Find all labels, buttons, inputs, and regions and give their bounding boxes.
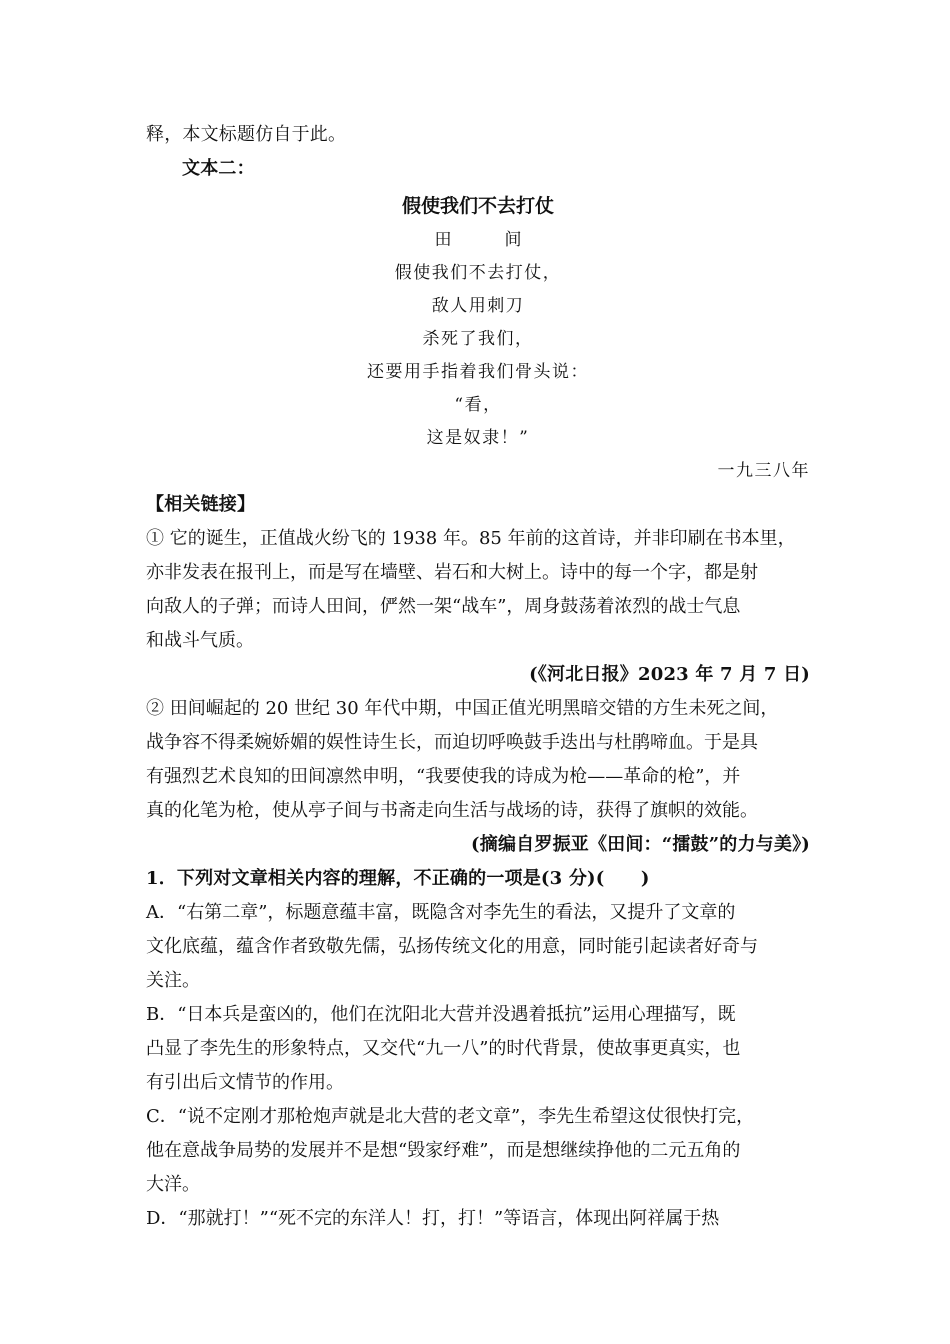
poem	[146, 188, 810, 488]
option-a	[146, 896, 810, 998]
intro-tail-text: 释，本文标题仿自于此。	[146, 124, 347, 145]
question-1	[146, 862, 810, 1236]
option-line: D．“那就打！”“死不完的东洋人！打，打！”等语言，体现出阿祥属于热	[146, 1208, 720, 1229]
poem-line: 敌人用刺刀	[431, 296, 525, 316]
option-d	[146, 1202, 810, 1236]
paragraph-line: 战争容不得柔婉娇媚的娱性诗生长，而迫切呼唤鼓手迭出与杜鹃啼血。于是具	[146, 732, 758, 753]
option-line: C．“说不定刚才那枪炮声就是北大营的老文章”，李先生希望这仗很快打完，	[146, 1106, 755, 1127]
option-line: 文化底蕴，蕴含作者致敬先儒，弘扬传统文化的用意，同时能引起读者好奇与	[146, 936, 758, 957]
poem-author: 田 间	[434, 230, 540, 250]
text2-label: 文本二：	[182, 158, 255, 179]
paragraph-line: 亦非发表在报刊上，而是写在墙壁、岩石和大树上。诗中的每一个字，都是射	[146, 562, 758, 583]
option-line: 关注。	[146, 970, 200, 991]
option-line: 他在意战争局势的发展并不是想“毁家纾难”，而是想继续挣他的二元五角的	[146, 1140, 741, 1161]
paragraph-line: 和战斗气质。	[146, 630, 254, 651]
paragraph-line: 真的化笔为枪，使从亭子间与书斋走向生活与战场的诗，获得了旗帜的效能。	[146, 800, 758, 821]
paragraph-line: ① 它的诞生，正值战火纷飞的 1938 年。85 年前的这首诗，并非印刷在书本里，	[146, 528, 796, 549]
question-stem: 1．下列对文章相关内容的理解，不正确的一项是(3 分)( )	[146, 868, 650, 889]
option-line: A．“右第二章”，标题意蕴丰富，既隐含对李先生的看法，又提升了文章的	[146, 902, 736, 923]
paragraph-line: 有强烈艺术良知的田间凛然申明，“我要使我的诗成为枪——革命的枪”，并	[146, 766, 741, 787]
option-line: 凸显了李先生的形象特点，又交代“九一八”的时代背景，使故事更真实，也	[146, 1038, 741, 1059]
poem-date: 一九三八年	[717, 461, 810, 481]
paragraph-line: 向敌人的子弹；而诗人田间，俨然一架“战车”，周身鼓荡着浓烈的战士气息	[146, 596, 741, 617]
source-citation-2: (摘编自罗振亚《田间：“擂鼓”的力与美》)	[471, 834, 810, 855]
option-c	[146, 1100, 810, 1202]
related-links-heading: 【相关链接】	[146, 494, 256, 515]
related-link-item-1	[146, 522, 810, 658]
option-line: B．“日本兵是蛮凶的，他们在沈阳北大营并没遇着抵抗”运用心理描写，既	[146, 1004, 736, 1025]
poem-line: 杀死了我们，	[422, 329, 534, 349]
document-page	[146, 118, 810, 1236]
option-b	[146, 998, 810, 1100]
poem-line: 这是奴隶！”	[426, 428, 530, 448]
related-link-item-2	[146, 692, 810, 828]
source-citation-1: (《河北日报》2023 年 7 月 7 日)	[529, 664, 810, 685]
option-line: 有引出后文情节的作用。	[146, 1072, 344, 1093]
poem-line: “看，	[454, 395, 502, 415]
poem-line: 假使我们不去打仗，	[394, 263, 562, 283]
poem-title: 假使我们不去打仗	[401, 195, 554, 217]
option-line: 大洋。	[146, 1174, 200, 1195]
paragraph-line: ② 田间崛起的 20 世纪 30 年代中期，中国正值光明黑暗交错的方生未死之间，	[146, 698, 779, 719]
related-links	[146, 488, 810, 862]
poem-line: 还要用手指着我们骨头说：	[367, 362, 589, 382]
